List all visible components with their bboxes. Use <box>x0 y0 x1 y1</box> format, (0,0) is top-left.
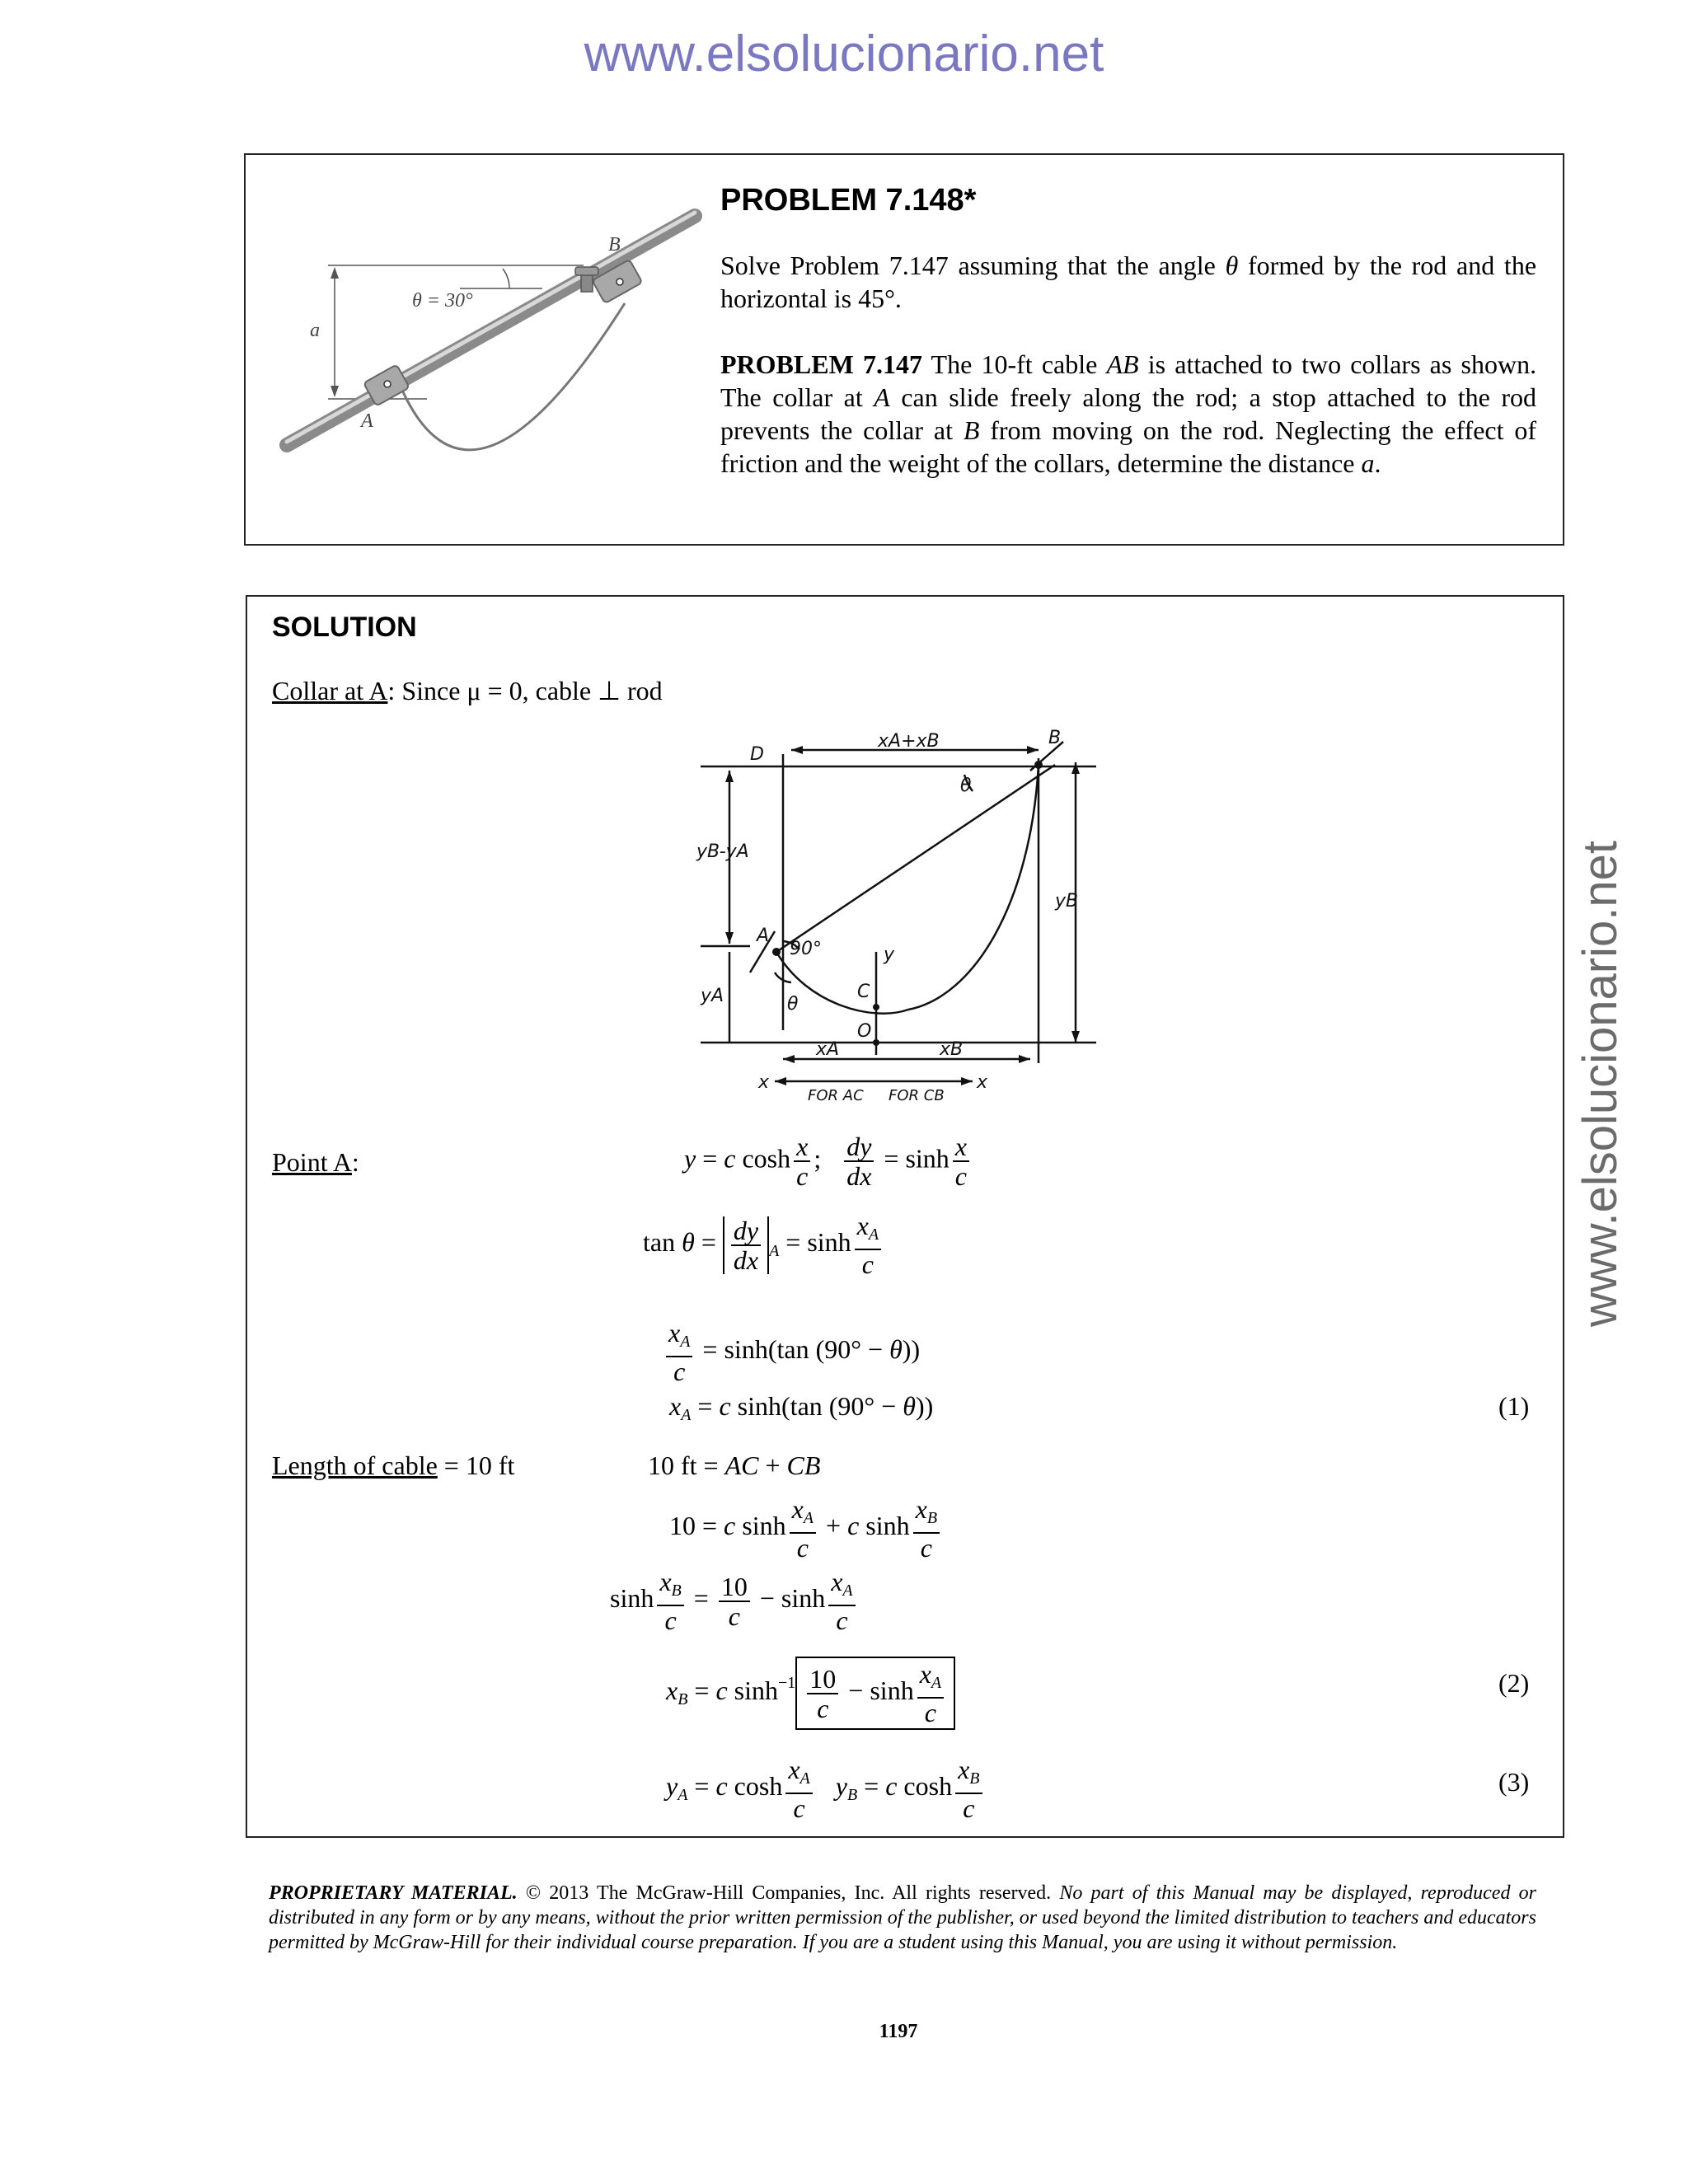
length-label <box>272 1451 514 1480</box>
fig-label-angle: θ = 30° <box>412 290 473 312</box>
eq-length-sum: 10 = c sinh $\frac{x_A}{c}$ + c sinh $\frac{x_B}{c}$ <box>669 1495 943 1562</box>
collar-text: : Since μ = 0, cable ⊥ rod <box>387 676 663 705</box>
watermark-side-text: www.elsolucionario.net <box>1573 841 1627 1327</box>
problem-reference: PROBLEM 7.147 The 10-ft cable AB is attached to two collars as shown. The collar at A can slide freely along the rod; a stop attached to the rod prevents the collar at B from moving on the rod. Neglecting the effect of friction and the weight of the collars, determine the distance a. <box>720 349 1537 478</box>
sketch-x-left: x <box>758 1072 770 1093</box>
sketch-a: A <box>757 926 770 946</box>
eq-tan-theta: tan θ = $\frac{dy}{dx}$ $_A$ = sinh $\frac{x_A}{c}$ <box>643 1212 884 1278</box>
eq-xa-over-c: $\frac{x_A}{c}$ = sinh(tan (90° − θ)) <box>663 1319 920 1385</box>
ref-dist: a <box>1361 448 1375 478</box>
ref-ab: AB <box>1106 349 1139 379</box>
footer-italic: No part of this Manual may be displayed, reproduced or distributed in any form or by any means, without the prior written permission of the publisher, or used beyond the limited distribution to teachers and educators permitted by McGraw-Hill for their individual course preparation. If you are a student using this Manual, you are using it without permission. <box>269 1882 1536 1953</box>
point-a-text: Point A <box>272 1147 352 1177</box>
length-label-text: Length of cable <box>272 1451 438 1480</box>
sketch-xa: xA <box>816 1039 840 1060</box>
collar-line <box>272 676 663 705</box>
ref-a: A <box>874 382 890 412</box>
sketch-xb: xB <box>940 1039 964 1060</box>
problem-figure <box>262 196 724 501</box>
footer-bold: PROPRIETARY MATERIAL. <box>269 1882 518 1904</box>
problem-statement <box>720 249 1536 315</box>
eq-number-3: (3) <box>1498 1767 1530 1797</box>
ref-b: B <box>963 415 980 445</box>
sketch-yb-ya: yB-yA <box>696 841 749 862</box>
collar-label: Collar at A <box>272 676 388 705</box>
eq-number-2: (2) <box>1498 1668 1530 1698</box>
eq-number-1: (1) <box>1498 1391 1530 1421</box>
sketch-b: B <box>1048 728 1062 748</box>
ref-text-3: can slide freely along the rod; a stop attached to the rod prevents the collar at <box>720 382 1537 445</box>
eq-xa: $x_A = c$ sinh(tan (90° − θ)) <box>669 1391 934 1424</box>
sketch-d: D <box>750 744 764 765</box>
solution-sketch <box>692 725 1121 1104</box>
sketch-o: O <box>857 1021 872 1042</box>
ref-text-4: from moving on the rod. Neglecting the effect of friction and the weight of the collars, determine the distance <box>720 415 1537 478</box>
sketch-for-cb: FOR CB <box>889 1087 945 1104</box>
footer-notice <box>269 1881 1536 1955</box>
eq-length: 10 ft = AC + CB <box>648 1451 821 1480</box>
problem-box <box>244 153 1564 546</box>
point-a-colon: : <box>351 1147 359 1177</box>
fig-label-b: B <box>608 234 621 255</box>
sketch-90: 90° <box>790 939 822 959</box>
page-number: 1197 <box>879 2021 918 2042</box>
sketch-ya: yA <box>701 986 724 1006</box>
sketch-for-ac: FOR AC <box>808 1087 864 1104</box>
sketch-x-right: x <box>977 1072 988 1093</box>
eq-catenary: y = c cosh $\frac{x}{c}$ ; $\frac{dy}{dx}$ = sinh $\frac{x}{c}$ <box>684 1132 973 1190</box>
watermark-top: www.elsolucionario.net <box>584 26 1104 82</box>
length-value: = 10 ft <box>437 1451 515 1480</box>
sketch-yb: yB <box>1055 891 1079 912</box>
ref-text-2: is attached to two collars as shown. The collar at <box>720 349 1537 412</box>
ref-label: PROBLEM 7.147 <box>720 349 922 379</box>
sketch-xaxb: xA+xB <box>878 731 940 752</box>
footer-plain: © 2013 The McGraw-Hill Companies, Inc. All rights reserved. <box>517 1882 1060 1904</box>
sketch-c: C <box>857 982 870 1002</box>
eq-ya-yb: $y_A = c$ cosh $\frac{x_A}{c}$ $y_B = c$ cosh $\frac{x_B}{c}$ <box>666 1755 986 1822</box>
statement-theta: θ <box>1225 251 1239 280</box>
fig-label-a: A <box>361 410 373 432</box>
solution-heading: SOLUTION <box>272 612 417 643</box>
eq-xb: $x_B = c$ $\sinh^{-1}$ $\frac{10}{c}$ − sinh $\frac{x_A}{c}$ <box>666 1657 955 1730</box>
fig-label-dim: a <box>310 320 320 341</box>
ref-text-1: The 10-ft cable <box>931 349 1098 379</box>
sketch-theta-top: θ <box>960 776 972 796</box>
problem-title: PROBLEM 7.148* <box>720 183 977 218</box>
statement-post: formed by the rod and the horizontal is 45°. <box>720 251 1537 313</box>
eq-sinh-xb: sinh $\frac{x_B}{c}$ = $\frac{10}{c}$ − sinh $\frac{x_A}{c}$ <box>610 1568 859 1634</box>
point-a-label <box>272 1147 359 1177</box>
sketch-y: y <box>884 944 895 965</box>
statement-pre: Solve Problem 7.147 assuming that the angle <box>720 251 1216 280</box>
sketch-theta-bot: θ <box>787 994 799 1015</box>
